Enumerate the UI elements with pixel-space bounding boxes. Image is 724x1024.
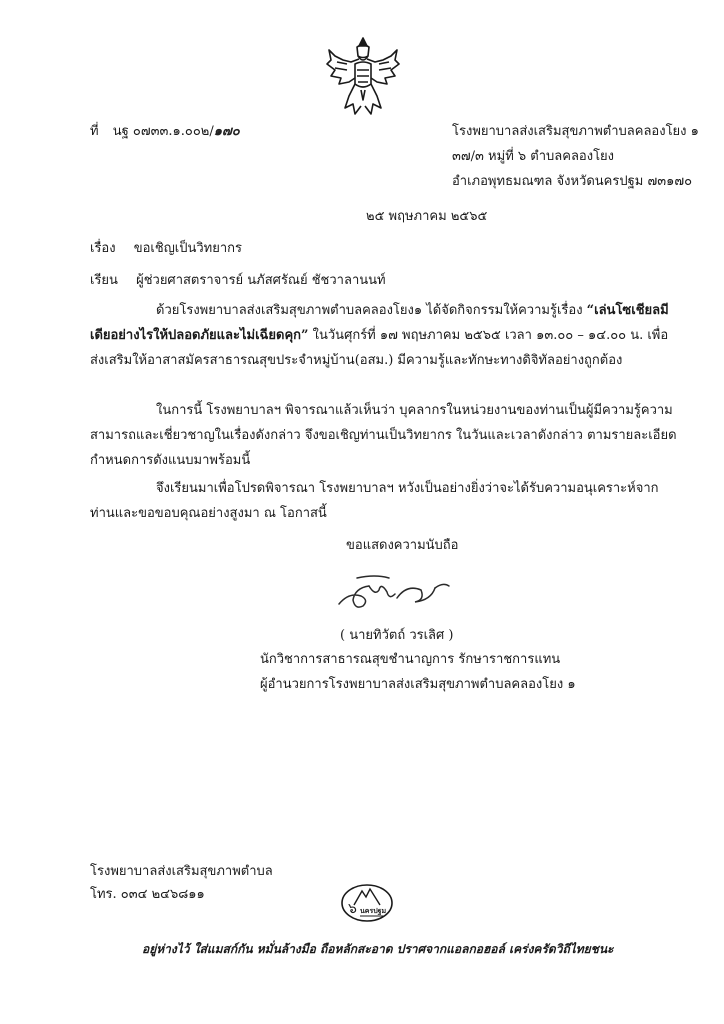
signatory-title-2: ผู้อำนวยการโรงพยาบาลส่งเสริมสุขภาพตำบลคลองโยง ๑ — [260, 677, 576, 692]
stamp-text: นครปฐม — [360, 907, 387, 915]
reference-number: นฐ ๐๗๓๓.๑.๐๐๒/ — [112, 124, 214, 139]
closing-regards: ขอแสดงความนับถือ — [346, 538, 459, 553]
recipient-text: ผู้ช่วยศาสตราจารย์ นภัสศรัณย์ ชัชวาลานนท์ — [136, 273, 386, 288]
subject-label: เรื่อง — [90, 241, 116, 256]
body-paragraph-2: ในการนี้ โรงพยาบาลฯ พิจารณาแล้วเห็นว่า บุคลากรในหน่วยงานของท่านเป็นผู้มีความรู้ความสามารถและเชี่ยวชาญในเรื่องดังกล่าว จึงขอเชิญท่านเป็นวิทยากร ในวันและเวลาดังกล่าว ตามรายละเอียดกำหนดการดังแนบมาพร้อมนี้ — [90, 403, 677, 468]
sender-line-3: อำเภอพุทธมณฑล จังหวัดนครปฐม ๗๓๑๗๐ — [452, 174, 693, 189]
garuda-emblem-icon — [325, 34, 401, 120]
nakhon-pathom-logo-icon — [340, 883, 394, 923]
reference-label: ที่ — [90, 124, 99, 139]
signatory-name: ( นายทิวัตถ์ วรเลิศ ) — [340, 628, 454, 643]
reference-line — [90, 120, 240, 141]
reference-handwritten-number: ๑๗๐ — [213, 124, 240, 139]
signatory-title-1: นักวิชาการสาธารณสุขชำนาญการ รักษาราชการแทน — [260, 652, 561, 667]
footer-organization: โรงพยาบาลส่งเสริมสุขภาพตำบล — [90, 864, 273, 879]
sender-line-2: ๓๗/๓ หมู่ที่ ๖ ตำบลคลองโยง — [452, 149, 615, 164]
letter-date: ๒๕ พฤษภาคม ๒๕๖๕ — [366, 209, 488, 224]
body-paragraph-3: จึงเรียนมาเพื่อโปรดพิจารณา โรงพยาบาลฯ หวังเป็นอย่างยิ่งว่าจะได้รับความอนุเคราะห์จากท่านและขอขอบคุณอย่างสูงมา ณ โอกาสนี้ — [90, 481, 659, 521]
subject-text: ขอเชิญเป็นวิทยากร — [133, 241, 242, 256]
body-p1-end: ในวันศุกร์ที่ ๑๗ พฤษภาคม ๒๕๖๕ เวลา ๑๓.๐๐ – ๑๔.๐๐ น. เพื่อส่งเสริมให้อาสาสมัครสาธารณสุขประจำหมู่บ้าน(อสม.) มีความรู้และทักษะทางดิจิทัลอย่างถูกต้อง — [90, 328, 669, 368]
recipient-label: เรียน — [90, 273, 118, 288]
svg-text:๖: ๖ — [348, 901, 357, 917]
recipient-line — [90, 269, 386, 290]
body-p1-event-title: “เล่นโซเชียลมีเดียอย่างไรให้ปลอดภัยและไม่เฉียดคุก” — [90, 303, 669, 343]
footer-slogan: อยู่ห่างไว้ ใส่แมสก์กัน หมั่นล้างมือ ถือหลักสะอาด ปราศจากแอลกอฮอล์ เคร่งครัดวิถีไทยชนะ — [142, 942, 614, 956]
body-p1-start: ด้วยโรงพยาบาลส่งเสริมสุขภาพตำบลคลองโยง๑ ได้จัดกิจกรรมให้ความรู้เรื่อง — [156, 303, 587, 318]
footer-phone: โทร. ๐๓๔ ๒๔๖๘๑๑ — [90, 887, 205, 902]
body-paragraph-1 — [90, 298, 680, 373]
subject-line — [90, 237, 242, 258]
sender-line-1: โรงพยาบาลส่งเสริมสุขภาพตำบลคลองโยง ๑ — [452, 124, 699, 139]
signature-icon — [335, 570, 455, 612]
